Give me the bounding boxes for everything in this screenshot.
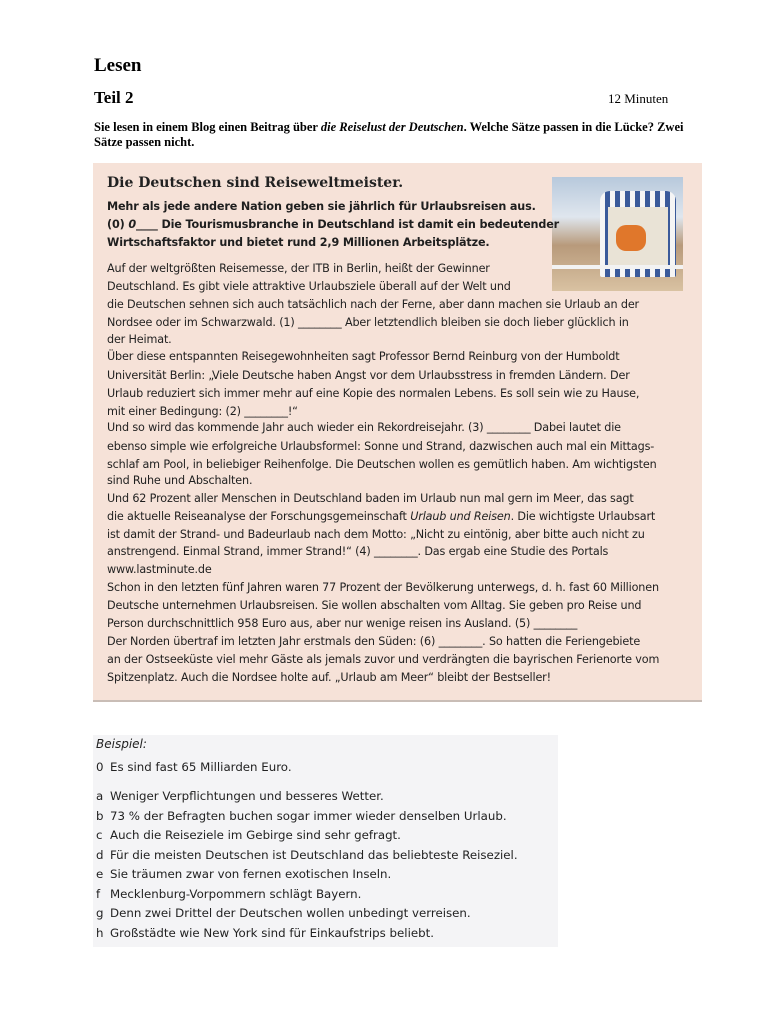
- option-item: [96, 760, 292, 774]
- answer-options: [93, 735, 558, 947]
- option-letter: f: [96, 887, 101, 901]
- option-text: Es sind fast 65 Milliarden Euro.: [110, 760, 292, 774]
- text-segment: an der Ostseeküste viel mehr Gäste als jemals zuvor und verdrängten die bayrischen Ferienorte vom: [107, 653, 660, 666]
- option-letter: h: [96, 926, 104, 940]
- text-segment: Sie lesen in einem Blog einen Beitrag über: [94, 120, 321, 134]
- text-segment: Nordsee oder im Schwarzwald. (1) ________ Aber letztendlich bleiben sie doch lieber glücklich in: [107, 316, 629, 329]
- option-item: [96, 828, 401, 842]
- text-segment: Und so wird das kommende Jahr auch wieder ein Rekordreisejahr. (3) ________ Dabei lautet die: [107, 421, 621, 434]
- text-segment: die Deutschen sehnen sich auch tatsächlich nach der Ferne, aber dann machen sie Urlaub an der: [107, 298, 639, 311]
- text-segment: Auf der weltgrößten Reisemesse, der ITB in Berlin, heißt der Gewinner: [107, 262, 490, 275]
- article-line: [107, 599, 641, 612]
- article-line: [107, 316, 629, 329]
- text-segment: . Welche Sätze passen in die Lücke? Zwei Sätze passen nicht.: [94, 120, 684, 149]
- text-segment: Person durchschnittlich 958 Euro aus, aber nur wenige reisen ins Ausland. (5) ________: [107, 617, 578, 630]
- article-line: [107, 671, 551, 684]
- article-line: [107, 280, 511, 293]
- option-letter: d: [96, 848, 104, 862]
- option-letter: c: [96, 828, 103, 842]
- option-letter: a: [96, 789, 104, 803]
- option-text: Auch die Reiseziele im Gebirge sind sehr gefragt.: [110, 828, 401, 842]
- text-segment: (0): [107, 218, 129, 231]
- text-segment: Der Norden übertraf im letzten Jahr erstmals den Süden: (6) ________. So hatten die Feriengebiete: [107, 635, 641, 648]
- instructions: [94, 120, 694, 150]
- text-segment: die aktuelle Reiseanalyse der Forschungsgemeinschaft: [107, 510, 411, 523]
- article-line: [107, 200, 536, 213]
- text-segment: 0: [128, 218, 136, 231]
- text-segment: Spitzenplatz. Auch die Nordsee holte auf. „Urlaub am Meer“ bleibt der Bestseller!: [107, 671, 551, 684]
- option-text: Weniger Verpflichtungen und besseres Wetter.: [110, 789, 384, 803]
- text-segment: Wirtschaftsfaktor und bietet rund 2,9 Millionen Arbeitsplätze.: [107, 236, 490, 249]
- beach-chair-photo: [552, 177, 683, 291]
- article-line: [107, 528, 645, 541]
- article-title: Die Deutschen sind Reiseweltmeister.: [107, 175, 404, 191]
- article-line: [107, 387, 639, 400]
- article-line: [107, 617, 577, 630]
- article-line: [107, 236, 490, 249]
- option-letter: b: [96, 809, 104, 823]
- text-segment: www.lastminute.de: [107, 563, 212, 576]
- text-segment: anstrengend. Einmal Strand, immer Strand!“ (4) ________. Das ergab eine Studie des Portals: [107, 545, 609, 558]
- option-letter: 0: [96, 760, 104, 774]
- text-segment: mit einer Bedingung: (2) ________!“: [107, 405, 298, 418]
- text-segment: ____ Die Tourismusbranche in Deutschland ist damit ein bedeutender: [135, 218, 559, 231]
- text-segment: Universität Berlin: „Viele Deutsche haben Angst vor dem Urlaubsstress in fremden Ländern. Der: [107, 369, 630, 382]
- option-item: [96, 867, 391, 881]
- section-title: Lesen: [94, 55, 142, 76]
- text-segment: Urlaub und Reisen: [410, 510, 511, 523]
- option-letter: g: [96, 906, 104, 920]
- time-limit: 12 Minuten: [608, 91, 669, 106]
- text-segment: die Reiselust der Deutschen: [320, 120, 464, 134]
- article-line: [107, 474, 252, 487]
- option-text: Mecklenburg-Vorpommern schlägt Bayern.: [110, 887, 362, 901]
- option-item: [96, 926, 434, 940]
- article-line: [107, 262, 490, 275]
- article-line: [107, 350, 619, 363]
- option-item: [96, 809, 507, 823]
- option-item: [96, 789, 384, 803]
- article-line: [107, 333, 172, 346]
- option-text: Großstädte wie New York sind für Einkaufstrips beliebt.: [110, 926, 434, 940]
- text-segment: Mehr als jede andere Nation geben sie jährlich für Urlaubsreisen aus.: [107, 200, 536, 213]
- article-line: [107, 405, 298, 418]
- article-line: [107, 653, 659, 666]
- article-line: [107, 635, 640, 648]
- article-line: [107, 421, 621, 434]
- article-line: [107, 369, 630, 382]
- option-text: Sie träumen zwar von fernen exotischen Inseln.: [110, 867, 392, 881]
- text-segment: sind Ruhe und Abschalten.: [107, 474, 253, 487]
- article-box: [93, 163, 702, 702]
- article-line: [107, 510, 655, 523]
- text-segment: schlaf am Pool, in beliebiger Reihenfolge. Die Deutschen wollen es gemütlich haben. Am wichtigsten: [107, 458, 657, 471]
- text-segment: ist damit der Strand- und Badeurlaub nach dem Motto: „Nicht zu eintönig, aber bitte auch nicht zu: [107, 528, 645, 541]
- text-segment: Deutschland. Es gibt viele attraktive Urlaubsziele überall auf der Welt und: [107, 280, 511, 293]
- example-label: Beispiel:: [96, 737, 147, 751]
- option-item: [96, 906, 471, 920]
- option-item: [96, 887, 361, 901]
- article-line: [107, 440, 654, 453]
- article-line: [107, 563, 212, 576]
- option-text: 73 % der Befragten buchen sogar immer wieder denselben Urlaub.: [110, 809, 507, 823]
- option-text: Denn zwei Drittel der Deutschen wollen unbedingt verreisen.: [110, 906, 471, 920]
- article-line: [107, 298, 639, 311]
- text-segment: Und 62 Prozent aller Menschen in Deutschland baden im Urlaub nun mal gern im Meer, das sagt: [107, 492, 634, 505]
- text-segment: Über diese entspannten Reisegewohnheiten sagt Professor Bernd Reinburg von der Humboldt: [107, 350, 620, 363]
- option-item: [96, 848, 518, 862]
- article-line: [107, 492, 634, 505]
- article-line: [107, 545, 608, 558]
- part-title: Teil 2: [94, 88, 134, 107]
- text-segment: . Die wichtigste Urlaubsart: [510, 510, 656, 523]
- option-letter: e: [96, 867, 104, 881]
- option-text: Für die meisten Deutschen ist Deutschland das beliebteste Reiseziel.: [110, 848, 518, 862]
- article-line: [107, 458, 657, 471]
- text-segment: Schon in den letzten fünf Jahren waren 77 Prozent der Bevölkerung unterwegs, d. h. fast 60 Millionen: [107, 581, 659, 594]
- text-segment: Urlaub reduziert sich immer mehr auf eine Kopie des normalen Lebens. Es soll sein wie zu Hause,: [107, 387, 640, 400]
- article-line: [107, 218, 559, 231]
- text-segment: Deutsche unternehmen Urlaubsreisen. Sie wollen abschalten vom Alltag. Sie geben pro Reise und: [107, 599, 642, 612]
- text-segment: der Heimat.: [107, 333, 172, 346]
- article-line: [107, 581, 659, 594]
- text-segment: ebenso simple wie erfolgreiche Urlaubsformel: Sonne und Strand, dazwischen auch mal ein Mittags-: [107, 440, 655, 453]
